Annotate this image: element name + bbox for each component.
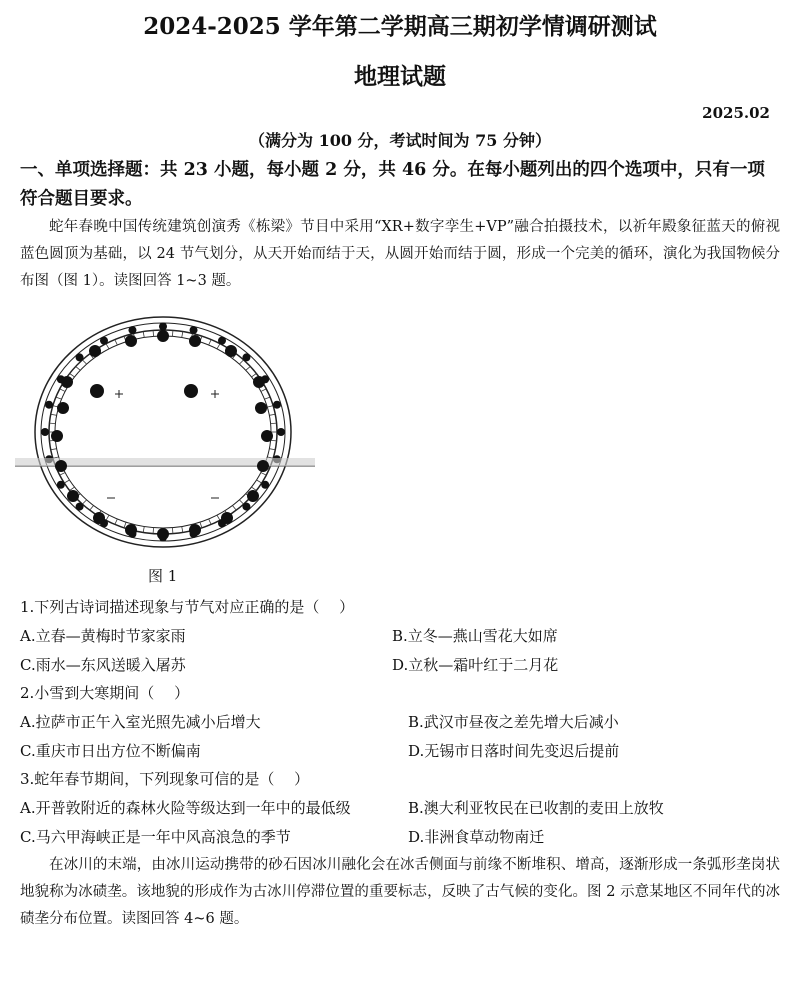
question-1-option-a[interactable]: A.立春—黄梅时节家家雨 [20, 627, 186, 645]
ring-tick [271, 440, 277, 441]
ring-node [273, 401, 281, 409]
question-2-option-c[interactable]: C.重庆市日出方位不断偏南 [20, 742, 201, 760]
ring-tick [217, 344, 220, 349]
question-1-option-b[interactable]: B.立冬—燕山雪花大如席 [392, 627, 558, 645]
figure-caption: 图 1 [148, 567, 178, 585]
question-1-option-d[interactable]: D.立秋—霜叶红于二月花 [392, 656, 559, 674]
ring-tick [217, 515, 220, 520]
ring-node [261, 481, 269, 489]
ring-ticks [49, 330, 277, 534]
ring-tick [82, 500, 86, 504]
ring-tick [267, 406, 273, 408]
ring-tick [76, 366, 81, 370]
ring-tick [56, 397, 62, 399]
exam-subtitle: 地理试题 [354, 63, 446, 90]
ring-tick [200, 522, 202, 528]
ring-node [76, 503, 84, 511]
phenology-circle-figure [15, 308, 315, 563]
ring-tick [172, 528, 173, 534]
ring-node [242, 503, 250, 511]
ring-tick [271, 423, 277, 424]
ring-tick [143, 332, 144, 338]
question-2-option-b[interactable]: B.武汉市昼夜之差先增大后减小 [408, 713, 619, 731]
ring-tick [269, 449, 275, 450]
ring-tick [264, 397, 270, 399]
question-3-option-b[interactable]: B.澳大利亚牧民在已收割的麦田上放牧 [408, 799, 664, 817]
question-2-option-d[interactable]: D.无锡市日落时间先变迟后提前 [408, 742, 620, 760]
ring-tick [269, 414, 275, 415]
ring-tick [209, 340, 212, 345]
ring-node [45, 401, 53, 409]
ring-tick [49, 423, 55, 424]
ring-node [159, 323, 167, 331]
ring-tick [257, 480, 262, 483]
exam-title: 2024-2025 学年第二学期高三期初学情调研测试 [143, 13, 657, 40]
ring-tick [239, 360, 243, 364]
ring-tick [239, 500, 243, 504]
question-3-option-c[interactable]: C.马六甲海峡正是一年中风高浪急的季节 [20, 828, 291, 846]
ring-node [190, 326, 198, 334]
ring-tick [106, 344, 109, 349]
ring-tick [209, 519, 212, 524]
ring-tick [60, 389, 65, 392]
ring-node [76, 353, 84, 361]
ring-node [57, 481, 65, 489]
ring-tick [82, 360, 86, 364]
ring-tick [251, 373, 256, 376]
ring-tick [251, 487, 256, 490]
ring-tick [143, 527, 144, 533]
question-3-option-d[interactable]: D.非洲食草动物南迁 [408, 828, 545, 846]
ring-tick [90, 506, 94, 511]
ring-tick [60, 473, 65, 476]
ring-nodes [41, 323, 285, 542]
ring-node [100, 337, 108, 345]
outer-rings [35, 317, 291, 547]
ring-tick [51, 449, 57, 450]
question-2-option-a[interactable]: A.拉萨市正午入室光照先减小后增大 [20, 713, 261, 731]
ring-tick [153, 330, 154, 336]
exam-note: （满分为 100 分，考试时间为 75 分钟） [249, 131, 551, 150]
question-1-option-c[interactable]: C.雨水—东风送暖入屠苏 [20, 656, 186, 674]
ring-tick [106, 515, 109, 520]
ring-tick [246, 366, 251, 370]
ring-tick [115, 340, 118, 345]
question-3-option-a[interactable]: A.开普敦附近的森林火险等级达到一年中的最低级 [20, 799, 351, 817]
ring-tick [70, 487, 75, 490]
small-marks [107, 390, 219, 498]
passage-2: 在冰川的末端，由冰川运动携带的砂石因冰川融化会在冰舌侧面与前缘不断堆积、增高，逐渐形成一条弧形垄岗状地貌称为冰碛垄。该地貌的形成作为古冰川停滞位置的重要标志，反映了古气候的变化。图 2 示意某地区不同年代的冰碛垄分布位置。读图回答 4~6 题。 [20, 857, 780, 927]
exam-date: 2025.02 [702, 104, 770, 122]
ring-tick [51, 414, 57, 415]
ring-node [242, 353, 250, 361]
passage-1: 蛇年春晚中国传统建筑创演秀《栋梁》节目中采用“XR+数字孪生+VP”融合拍摄技术，以祈年殿象征蓝天的俯视蓝色圆顶为基础，以 24 节气划分，从天开始而结于天，从圆开始而结于圆，形成一个完美的循环，演化为我国物候分布图（图 1）。读图回答 1~3 题。 [20, 219, 780, 289]
ring-tick [115, 519, 118, 524]
ring-tick [182, 527, 183, 533]
ring-tick [70, 373, 75, 376]
ring-tick [261, 473, 266, 476]
ring-node [218, 337, 226, 345]
ring-tick [232, 506, 236, 511]
ring-tick [124, 522, 126, 528]
ring-tick [261, 389, 266, 392]
question-3-stem: 3.蛇年春节期间，下列现象可信的是（ ） [20, 770, 310, 788]
ring-tick [64, 480, 69, 483]
ring-tick [172, 330, 173, 336]
ring-node [277, 428, 285, 436]
ring-node [41, 428, 49, 436]
section-heading: 一、单项选择题：共 23 小题，每小题 2 分，共 46 分。在每小题列出的四个选项中，只有一项符合题目要求。 [20, 160, 765, 209]
question-2-stem: 2.小雪到大寒期间（ ） [20, 684, 190, 702]
ring-tick [182, 332, 183, 338]
ring-node [128, 326, 136, 334]
question-1-stem: 1.下列古诗词描述现象与节气对应正确的是（ ） [20, 598, 355, 616]
ring-tick [153, 528, 154, 534]
